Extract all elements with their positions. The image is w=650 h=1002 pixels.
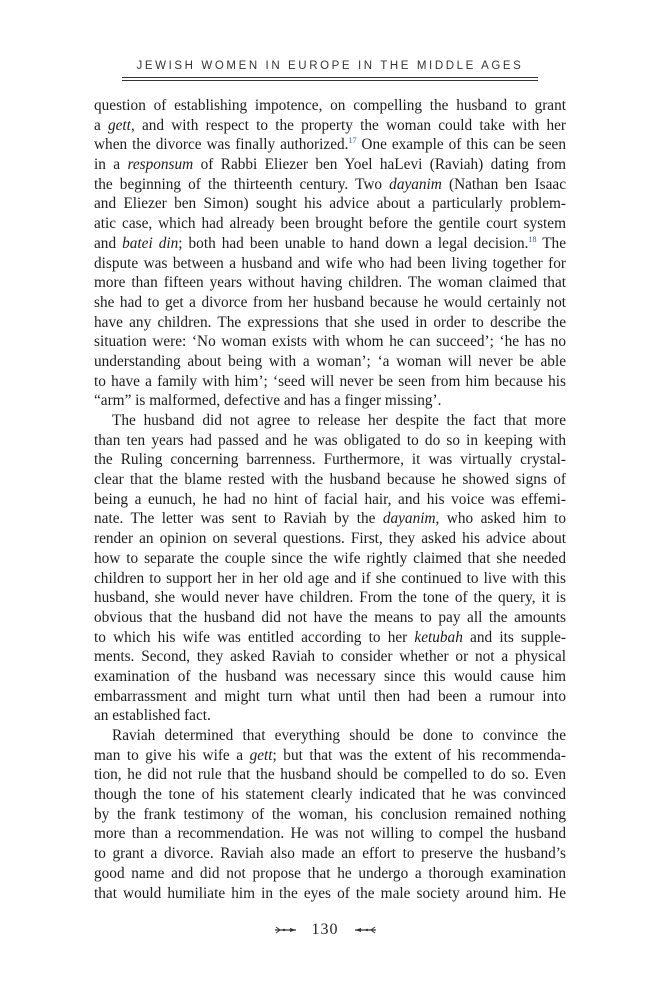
text-line	[94, 194, 566, 214]
text-run: children to support her in her old age and if she continued to live with this	[94, 569, 566, 587]
text-run: , and with respect to the property the woman could take with her	[130, 116, 566, 134]
text-run: nate. The letter was sent to Raviah by the	[94, 510, 383, 528]
text-line	[94, 588, 566, 608]
text-run: than ten years had passed and he was obligated to do so in keeping with	[94, 431, 566, 449]
text-line	[94, 569, 566, 589]
text-line	[94, 254, 566, 274]
italic-term: gett	[249, 746, 273, 764]
text-line	[94, 667, 566, 687]
text-run: man to give his wife a	[94, 746, 250, 764]
text-line	[94, 746, 566, 766]
text-run: more than a recommendation. He was not willing to compel the husband	[94, 825, 566, 843]
italic-term: dayanim	[382, 510, 436, 528]
text-run: , who asked him to	[435, 510, 566, 528]
text-run: understanding about being with a woman’; ‘a woman will never be able	[94, 352, 566, 370]
text-run: of Rabbi Eliezer ben Yoel haLevi (Raviah) dating from	[193, 156, 567, 174]
text-run: obvious that the husband did not have the means to pay all the amounts	[94, 608, 566, 626]
text-run: examination of the husband was necessary since this would cause him	[94, 667, 566, 685]
text-run: ; but that was the extent of his recommenda-	[272, 746, 566, 764]
text-run: render an opinion on several questions. First, they asked his advice about	[94, 530, 566, 548]
body-text	[94, 96, 566, 903]
text-line	[94, 352, 566, 372]
text-line	[94, 372, 566, 392]
text-run: The	[536, 234, 566, 252]
text-line	[94, 411, 566, 431]
text-run: being a eunuch, he had no hint of facial hair, and his voice was effemi-	[94, 490, 566, 508]
text-run: dispute was between a husband and wife who had been living together for	[94, 254, 566, 272]
text-line	[94, 608, 566, 628]
text-line	[94, 313, 566, 333]
italic-term: gett	[107, 116, 131, 134]
text-run: ments. Second, they asked Raviah to consider whether or not a physical	[94, 648, 566, 666]
italic-term: ketubah	[414, 628, 463, 646]
text-run: husband, she would never have children. From the tone of the query, it is	[94, 589, 566, 607]
header-rule	[122, 80, 538, 81]
text-line	[94, 529, 566, 549]
footnote-ref[interactable]: 18	[528, 234, 537, 244]
text-run: to grant a divorce. Raviah also made an effort to preserve the husband’s	[94, 845, 566, 863]
text-run: the Ruling concerning barrenness. Furthermore, it was virtually crystal-	[94, 451, 566, 469]
text-run: (Nathan ben Isaac	[441, 175, 566, 193]
text-line	[94, 884, 566, 904]
text-run: though the tone of his statement clearly indicated that he was convinced	[94, 786, 566, 804]
text-line	[94, 450, 566, 470]
text-line	[94, 135, 566, 155]
text-run: Raviah determined that everything should be done to convince the	[112, 727, 566, 744]
text-line	[94, 96, 566, 116]
italic-term: batei din	[122, 234, 179, 252]
text-line	[94, 509, 566, 529]
text-run: the beginning of the thirteenth century. Two	[94, 175, 390, 193]
text-line	[94, 628, 566, 648]
text-run: when the divorce was finally authorized.	[94, 136, 349, 154]
text-run: to which his wife was entitled according to her	[94, 628, 415, 646]
text-line	[94, 214, 566, 234]
running-head: JEWISH WOMEN IN EUROPE IN THE MIDDLE AGES	[136, 60, 524, 72]
text-run: ; both had been unable to hand down a legal decision.	[178, 234, 529, 252]
text-line	[94, 726, 566, 746]
text-line	[94, 687, 566, 707]
text-line	[94, 805, 566, 825]
text-line	[94, 647, 566, 667]
text-line	[94, 490, 566, 510]
text-line	[94, 273, 566, 293]
text-run: clear that the blame rested with the husband because he showed signs of	[94, 471, 566, 489]
left-ornament-icon	[274, 925, 300, 935]
text-run: tion, he did not rule that the husband should be compelled to do so. Even	[94, 766, 566, 784]
text-line	[94, 175, 566, 195]
text-run: that would humiliate him in the eyes of the male society around him. He	[94, 884, 566, 902]
text-line	[94, 706, 566, 726]
text-run: The husband did not agree to release her despite the fact that more	[112, 412, 566, 429]
text-run: and	[94, 234, 123, 252]
text-run: how to separate the couple since the wife rightly claimed that she needed	[94, 549, 566, 567]
text-run: she had to get a divorce from her husband because he would certainly not	[94, 293, 566, 311]
text-line	[94, 391, 566, 411]
text-line	[94, 293, 566, 313]
text-run: embarrassment and might turn what until then had been a rumour into	[94, 687, 566, 705]
text-line	[94, 332, 566, 352]
text-line	[94, 549, 566, 569]
text-line	[94, 824, 566, 844]
text-run: “arm” is malformed, defective and has a finger missing’.	[94, 392, 442, 410]
page-number: 130	[311, 921, 339, 938]
right-ornament-icon	[351, 925, 377, 935]
text-line	[94, 234, 566, 254]
text-run: to have a family with him’; ‘seed will never be seen from him because his	[94, 372, 566, 390]
text-run: situation were: ‘No woman exists with whom he can succeed’; ‘he has no	[94, 333, 566, 351]
text-line	[94, 116, 566, 136]
header-rule	[122, 77, 538, 78]
footnote-ref[interactable]: 17	[348, 136, 357, 146]
text-line	[94, 765, 566, 785]
text-line	[94, 864, 566, 884]
text-run: by the frank testimony of the woman, his conclusion remained nothing	[94, 805, 566, 823]
text-run: atic case, which had already been brought before the gentile court system	[94, 215, 566, 233]
text-run: have any children. The expressions that she used in order to describe the	[94, 313, 566, 331]
text-run: One example of this can be seen	[356, 136, 566, 154]
italic-term: dayanim	[389, 175, 442, 193]
text-run: an established fact.	[94, 707, 211, 725]
text-run: and Eliezer ben Simon) sought his advice about a particularly problem-	[94, 195, 566, 213]
text-run: and its supple-	[462, 628, 566, 646]
text-line	[94, 155, 566, 175]
text-run: in a	[94, 156, 128, 174]
text-run: a	[94, 116, 108, 134]
text-run: question of establishing impotence, on compelling the husband to grant	[94, 97, 566, 114]
italic-term: responsum	[127, 156, 194, 174]
text-line	[94, 785, 566, 805]
text-run: good name and did not propose that he undergo a thorough examination	[94, 864, 566, 882]
page-footer	[0, 918, 650, 942]
text-line	[94, 844, 566, 864]
text-run: more than fifteen years without having children. The woman claimed that	[94, 274, 566, 292]
text-line	[94, 470, 566, 490]
text-line	[94, 431, 566, 451]
